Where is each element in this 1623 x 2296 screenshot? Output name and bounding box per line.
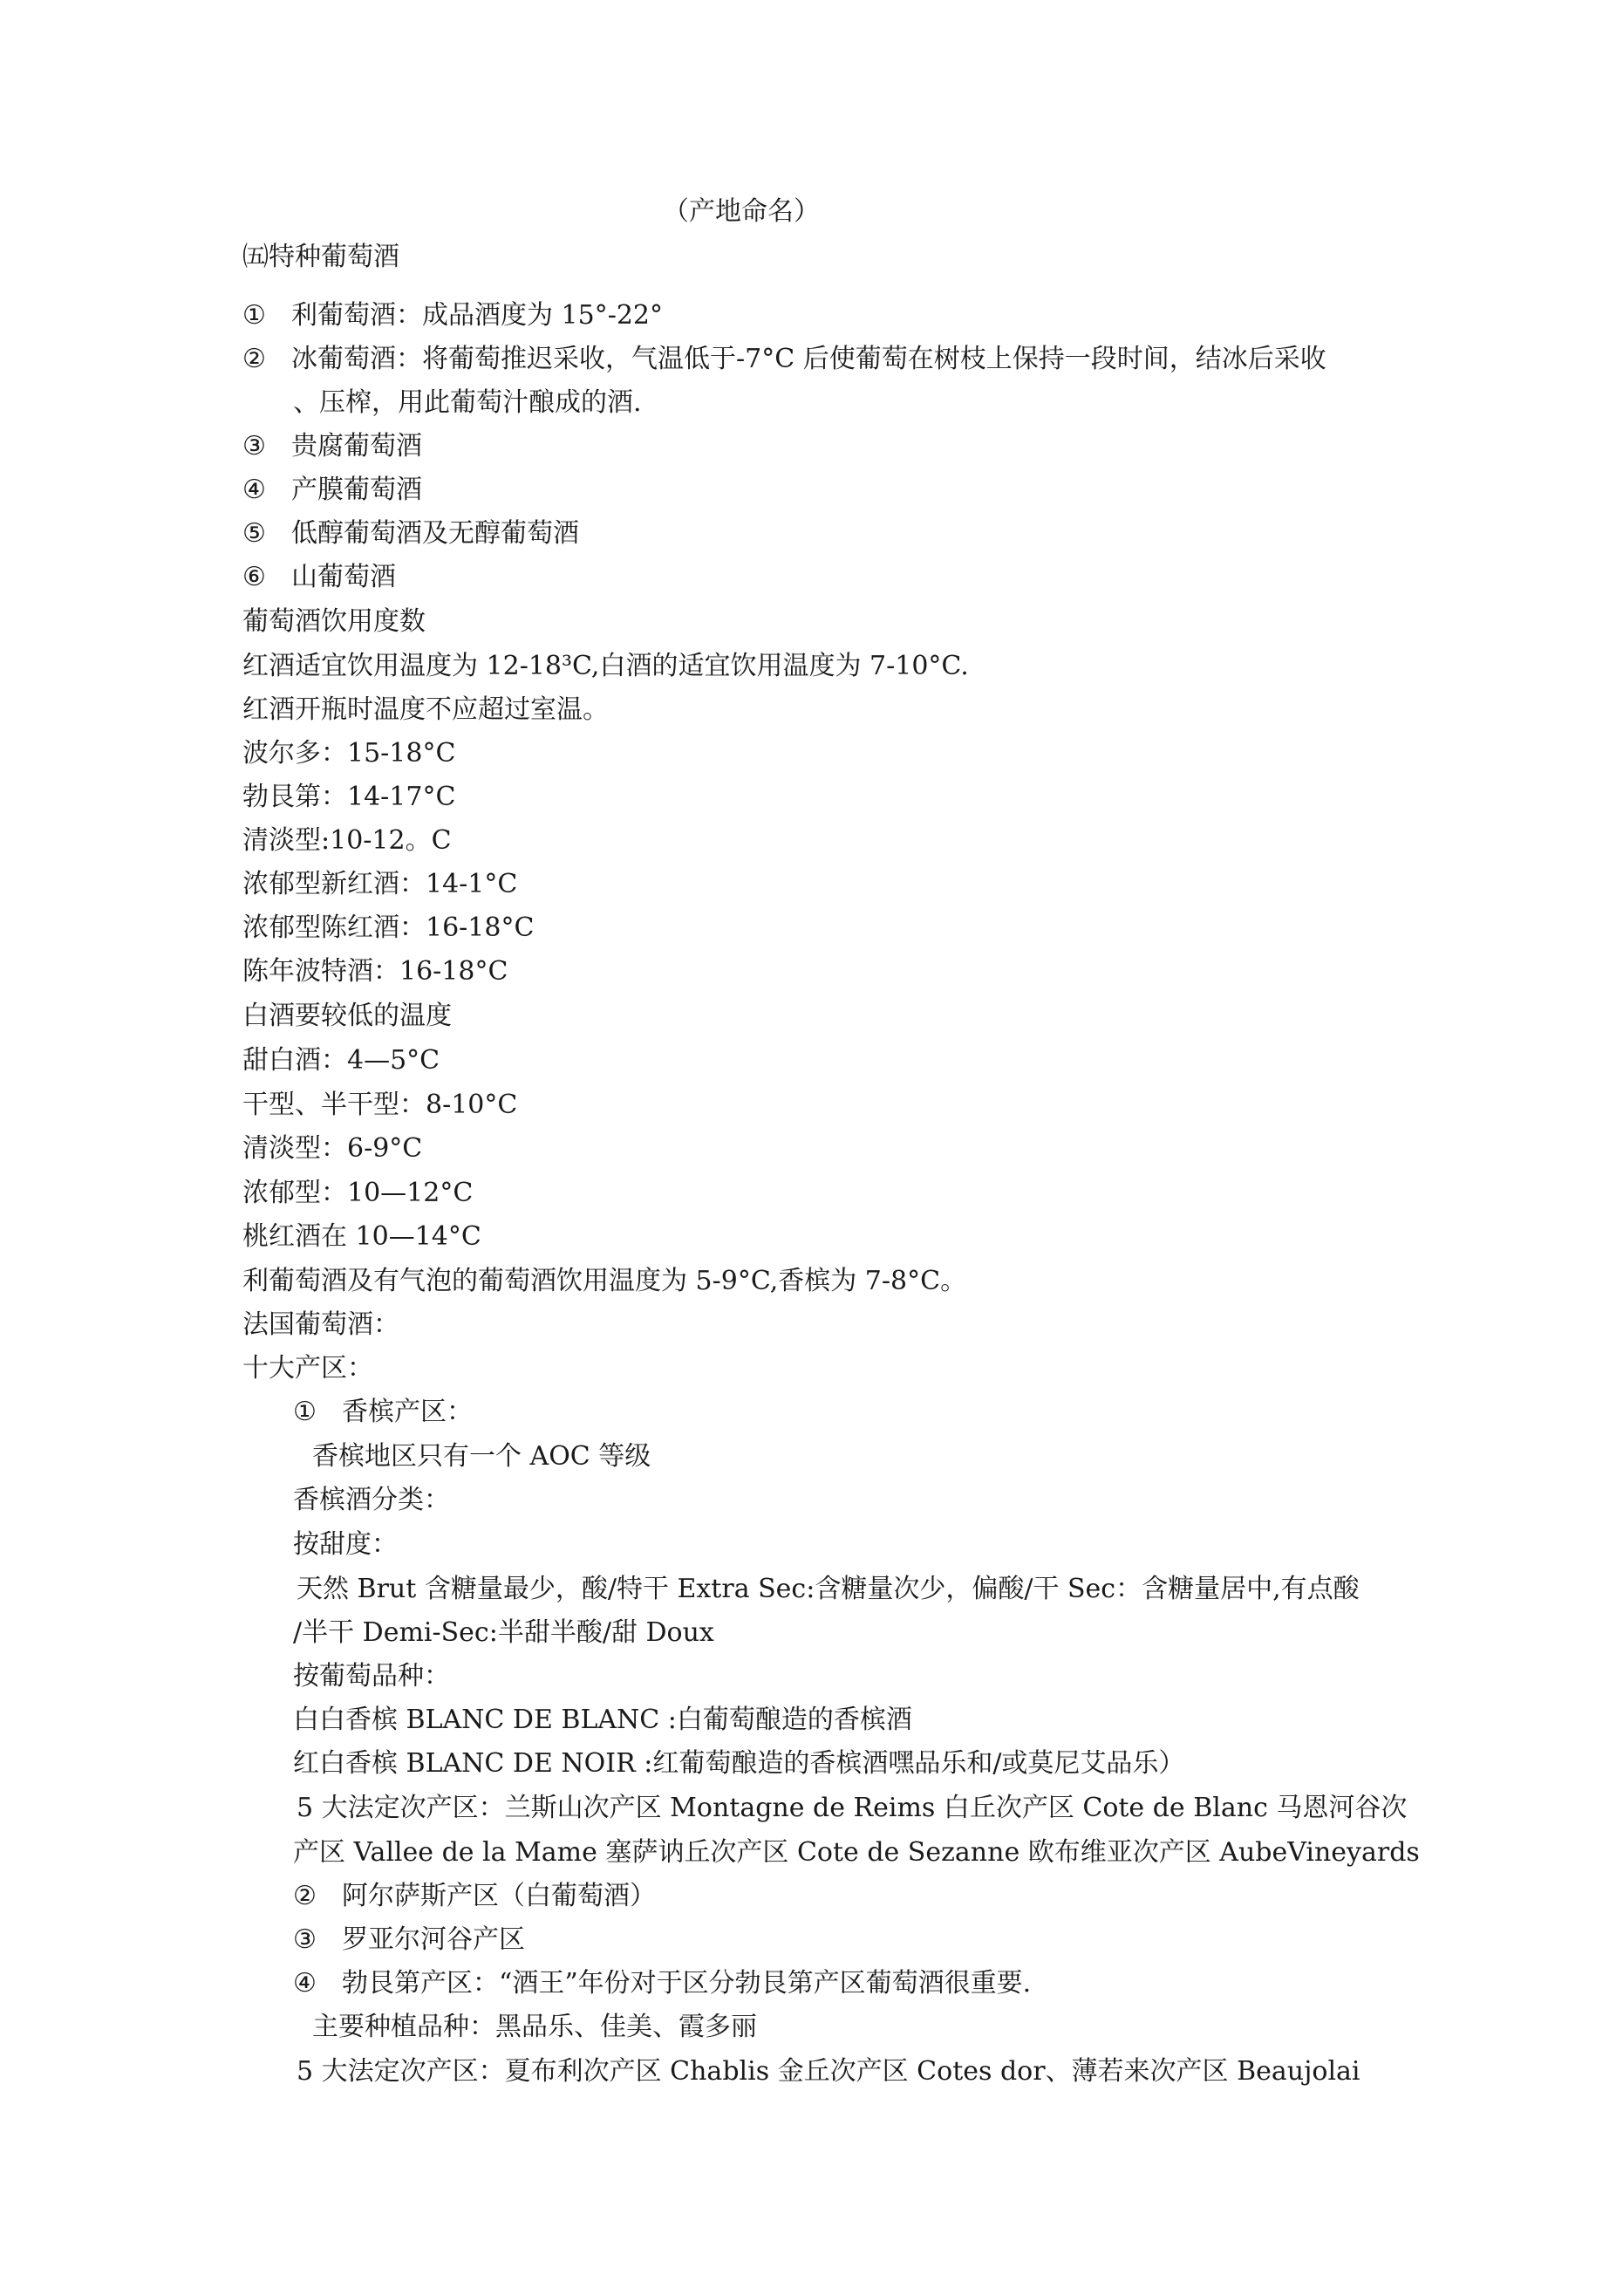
section-heading: ㈤特种葡萄酒 bbox=[242, 242, 399, 272]
list-text: 利葡萄酒：成品酒度为 15°-22° bbox=[291, 300, 664, 331]
list-number: ① bbox=[293, 1397, 317, 1427]
list-number: ④ bbox=[293, 1968, 317, 1999]
list-number: ④ bbox=[242, 475, 266, 505]
text-line: 甜白酒：4—5°C bbox=[242, 1045, 440, 1076]
list-text: 香槟产区： bbox=[342, 1397, 473, 1427]
region-heading bbox=[293, 1396, 473, 1429]
list-item bbox=[242, 343, 1326, 376]
list-number: ② bbox=[242, 344, 266, 374]
region-heading bbox=[293, 1967, 1031, 2000]
text-line: 勃艮第：14-17°C bbox=[242, 782, 456, 812]
text-line: 清淡型:10-12。C bbox=[242, 825, 452, 856]
region-heading bbox=[293, 1880, 656, 1913]
text-line: 利葡萄酒及有气泡的葡萄酒饮用温度为 5-9°C,香槟为 7-8°C。 bbox=[242, 1266, 967, 1296]
text-line: 清淡型：6-9°C bbox=[242, 1133, 423, 1164]
region-heading bbox=[293, 1924, 525, 1957]
text-line: 按甜度： bbox=[293, 1529, 398, 1560]
text-line: 葡萄酒饮用度数 bbox=[242, 606, 426, 637]
text-line: 产区 Vallee de la Mame 塞萨讷丘次产区 Cote de Sezanne 欧布维亚次产区 AubeVineyards bbox=[293, 1837, 1420, 1868]
text-line: /半干 Demi-Sec:半甜半酸/甜 Doux bbox=[293, 1617, 714, 1648]
text-line: 红酒开瓶时温度不应超过室温。 bbox=[242, 694, 609, 725]
list-text: 冰葡萄酒：将葡萄推迟采收，气温低于-7°C 后使葡萄在树枝上保持一段时间，结冰后采收 bbox=[291, 344, 1326, 374]
list-number: ⑥ bbox=[242, 562, 266, 592]
text-line: 浓郁型陈红酒：16-18°C bbox=[242, 912, 535, 943]
text-line: 白白香槟 BLANC DE BLANC :白葡萄酿造的香槟酒 bbox=[293, 1705, 912, 1735]
text-line: 桃红酒在 10—14°C bbox=[242, 1221, 481, 1252]
text-line: 主要种植品种：黑品乐、佳美、霞多丽 bbox=[312, 2012, 757, 2042]
list-text: 低醇葡萄酒及无醇葡萄酒 bbox=[291, 518, 579, 549]
list-item-continuation bbox=[293, 386, 642, 420]
text-line: 香槟地区只有一个 AOC 等级 bbox=[312, 1441, 651, 1472]
text-line: 5 大法定次产区：兰斯山次产区 Montagne de Reims 白丘次产区 Cote de Blanc 马恩河谷次 bbox=[297, 1793, 1408, 1823]
list-item bbox=[242, 474, 422, 507]
text-line: 法国葡萄酒： bbox=[242, 1309, 399, 1340]
text-line: 5 大法定次产区：夏布利次产区 Chablis 金丘次产区 Cotes dor、薄若来次产区 Beaujolai bbox=[297, 2056, 1360, 2087]
list-text: 罗亚尔河谷产区 bbox=[342, 1924, 525, 1955]
list-text: 勃艮第产区：“酒王”年份对于区分勃艮第产区葡萄酒很重要. bbox=[342, 1968, 1032, 1999]
list-number: ③ bbox=[242, 431, 266, 461]
text-line: 按葡萄品种： bbox=[293, 1661, 450, 1691]
list-item bbox=[242, 299, 663, 332]
text-line: 香槟酒分类： bbox=[293, 1485, 450, 1515]
list-number: ① bbox=[242, 300, 266, 331]
list-text: 山葡萄酒 bbox=[291, 562, 396, 592]
text-line: 干型、半干型：8-10°C bbox=[242, 1090, 518, 1120]
text-line: 陈年波特酒：16-18°C bbox=[242, 956, 508, 987]
list-number: ③ bbox=[293, 1924, 317, 1955]
text-line: 浓郁型新红酒：14-1°C bbox=[242, 869, 518, 899]
list-item bbox=[242, 430, 422, 463]
text-line: 红酒适宜饮用温度为 12-18³C,白酒的适宜饮用温度为 7-10°C. bbox=[242, 651, 969, 681]
page-title: （产地命名） bbox=[663, 196, 820, 227]
list-number: ⑤ bbox=[242, 518, 266, 549]
text-line: 天然 Brut 含糖量最少，酸/特干 Extra Sec:含糖量次少，偏酸/干 Sec：含糖量居中,有点酸 bbox=[297, 1574, 1360, 1604]
list-number: ② bbox=[293, 1881, 317, 1911]
text-line: 红白香槟 BLANC DE NOIR :红葡萄酿造的香槟酒嘿品乐和/或莫尼艾品乐） bbox=[293, 1748, 1185, 1779]
text-line: 十大产区： bbox=[242, 1353, 373, 1384]
text-line: 白酒要较低的温度 bbox=[242, 1001, 452, 1031]
list-text: 贵腐葡萄酒 bbox=[291, 431, 422, 461]
list-text: 阿尔萨斯产区（白葡萄酒） bbox=[342, 1881, 656, 1911]
text-line: 浓郁型：10—12°C bbox=[242, 1178, 474, 1208]
list-item bbox=[242, 517, 579, 550]
list-text: 、压榨，用此葡萄汁酿成的酒. bbox=[293, 387, 642, 418]
list-text: 产膜葡萄酒 bbox=[291, 475, 422, 505]
text-line: 波尔多：15-18°C bbox=[242, 738, 456, 769]
list-item bbox=[242, 561, 396, 594]
